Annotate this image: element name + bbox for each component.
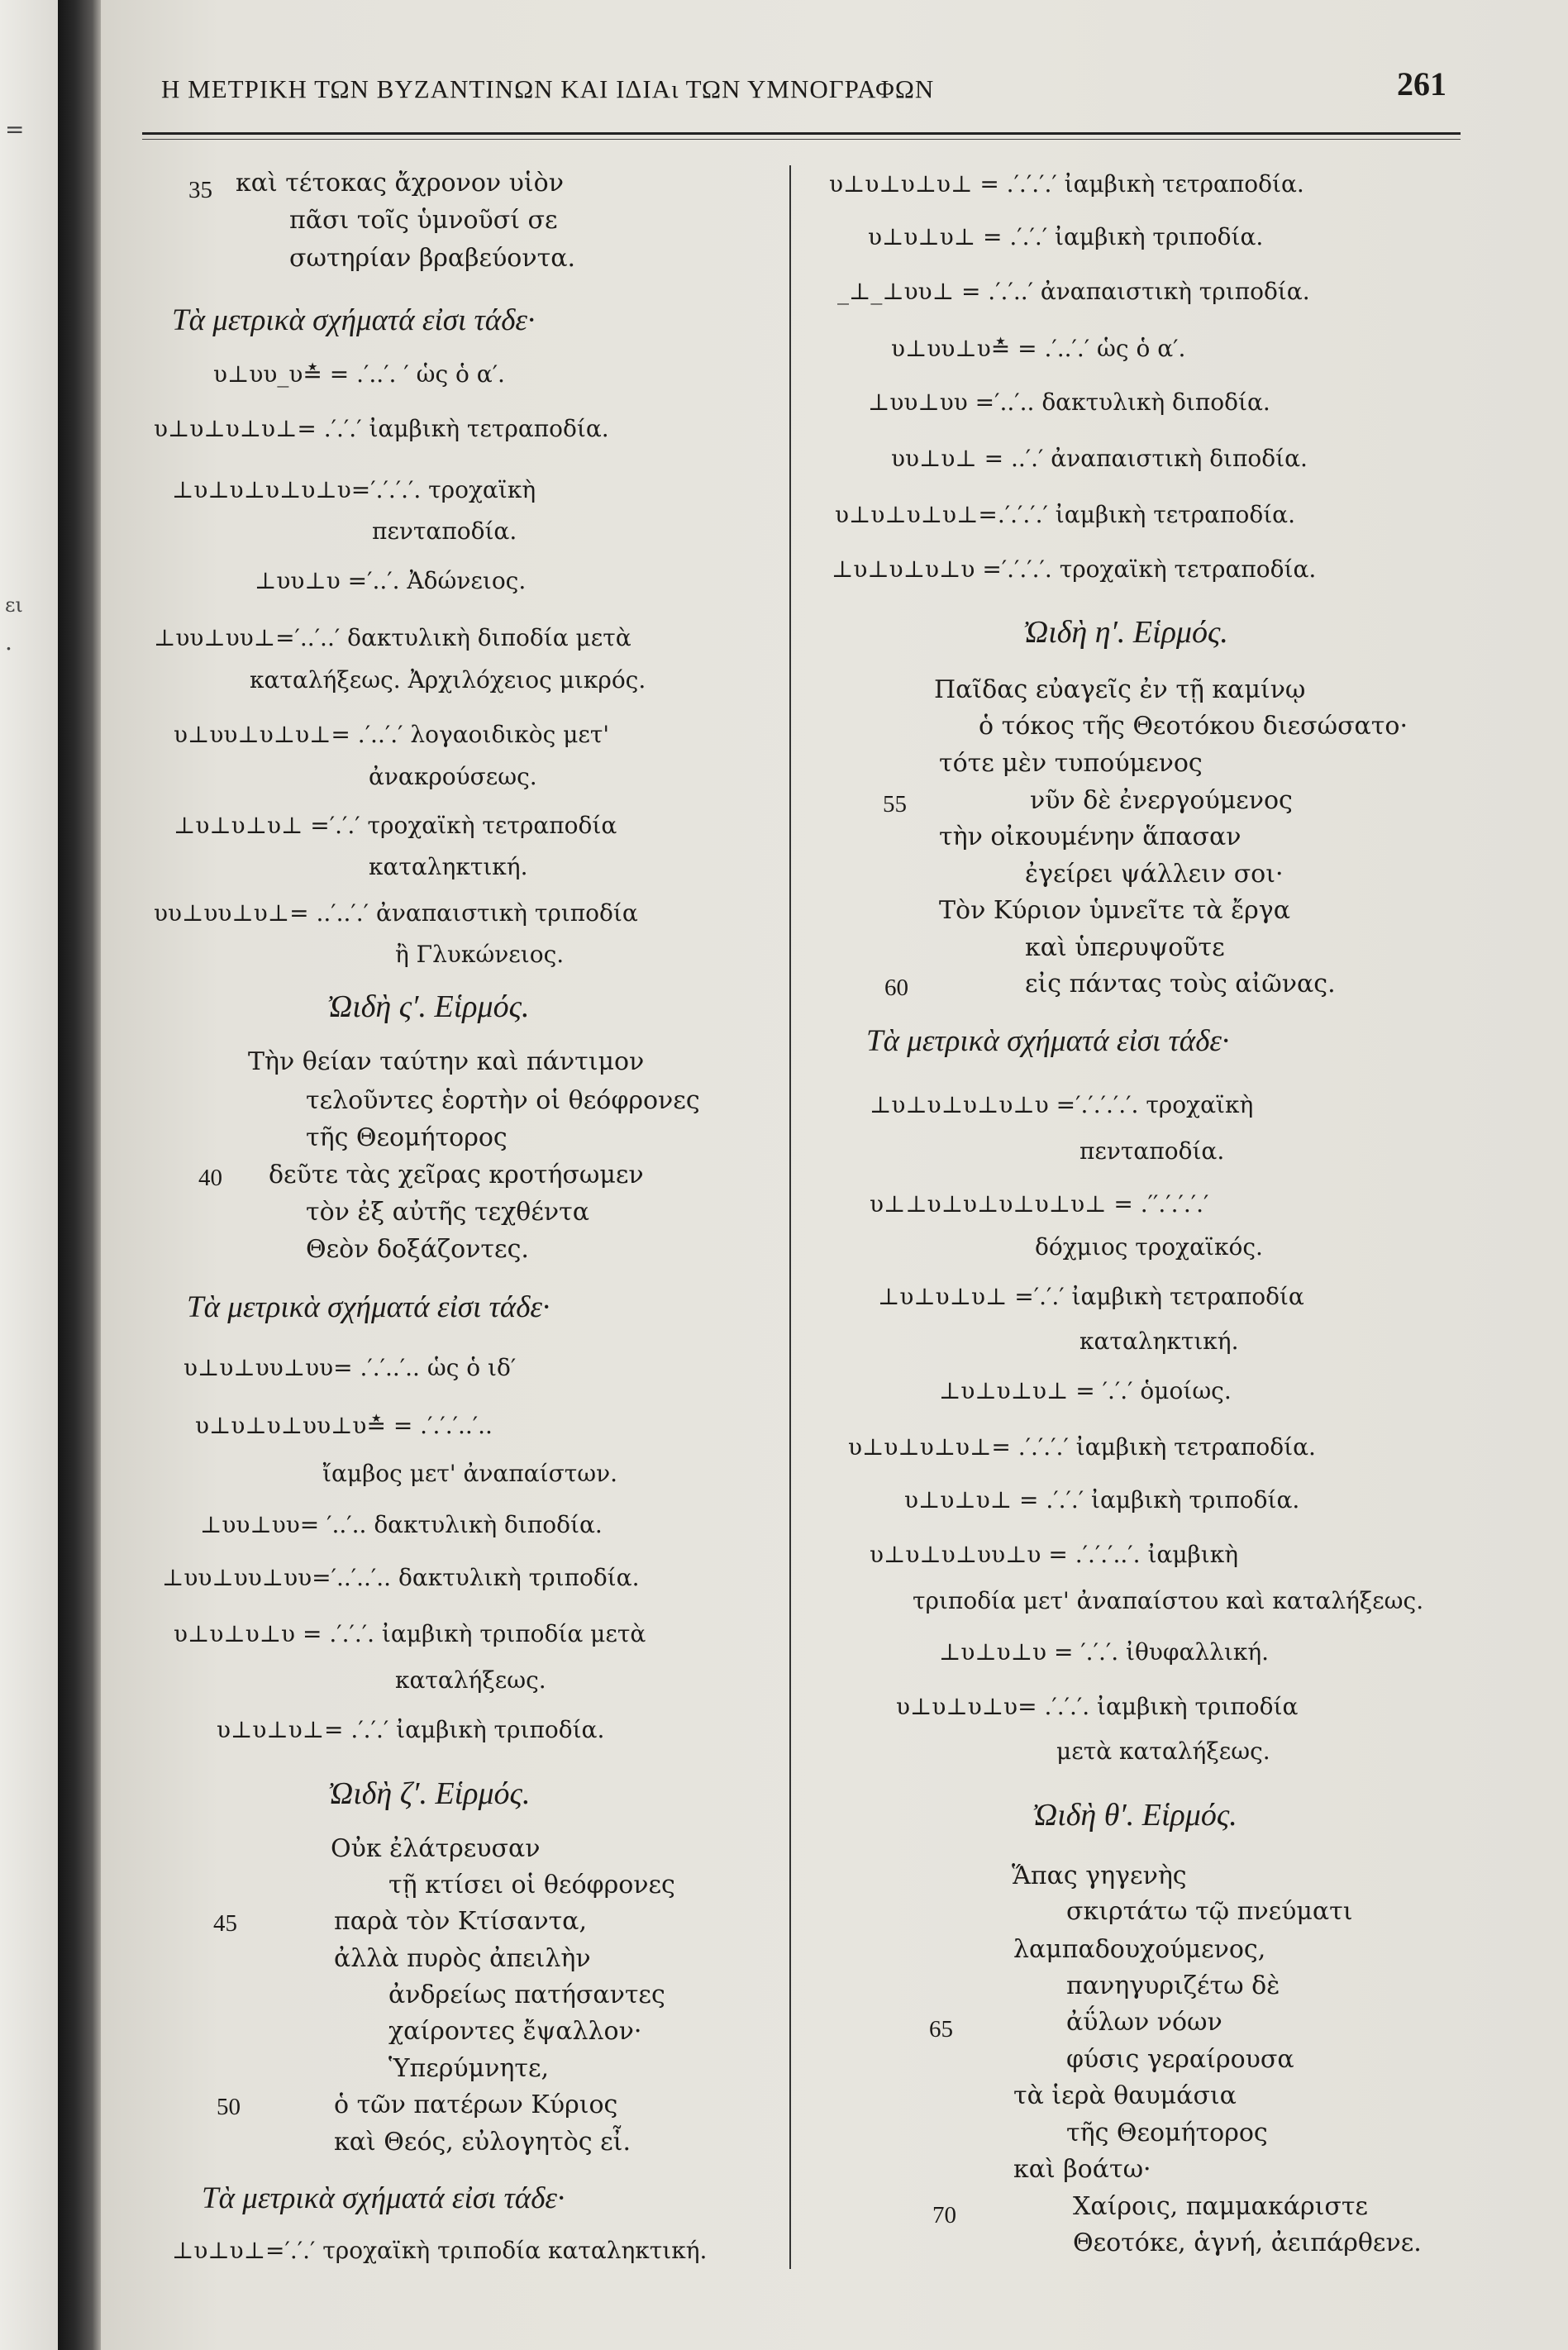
verse-line: ὁ τόκος τῆς Θεοτόκου διεσώσατο· [979,712,1408,741]
verse-line: δεῦτε τὰς χεῖρας κροτήσωμεν [269,1161,644,1189]
metrical-scheme: υ⊥υυ_υ≛ = .′..′. ′ ὡς ὁ α′. [213,360,505,388]
verse-line: τελοῦντες ἑορτὴν οἱ θεόφρονες [306,1086,700,1115]
line-number: 35 [188,177,212,203]
verse-line: ἐγείρει ψάλλειν σοι· [1025,860,1284,889]
metrical-scheme-cont: καταλήξεως. [395,1666,546,1694]
metrical-scheme: υυ⊥υυ⊥υ⊥= ..′..′.′ ἀναπαιστικὴ τριποδία [154,899,638,927]
header-rule-thin [142,139,1461,140]
line-number: 45 [213,1910,237,1937]
ode-heading: Ὠιδὴ ζ′. Εἱρμός. [327,1776,531,1811]
verse-line: νῦν δὲ ἐνεργούμενος [1030,786,1293,815]
verse-line: τὰ ἱερὰ θαυμάσια [1013,2081,1237,2110]
section-heading: Τὰ μετρικὰ σχήματά εἰσι τάδε· [187,1290,550,1324]
header-rule [142,132,1461,135]
column-divider [789,165,791,2269]
metrical-scheme-cont: καταληκτική. [369,853,528,880]
verse-line: σκιρτάτω τῷ πνεύματι [1066,1897,1353,1926]
metrical-scheme-cont: καταλήξεως. Ἀρχιλόχειος μικρός. [250,666,646,694]
margin-mark: = [5,116,25,143]
metrical-scheme-cont: δόχμιος τροχαϊκός. [1035,1233,1263,1261]
metrical-scheme: υ⊥υ⊥υυ⊥υυ= .′.′..′.. ὡς ὁ ιδ′ [183,1354,517,1381]
margin-mark: . [5,628,12,655]
verse-line: τὸν ἐξ αὐτῆς τεχθέντα [306,1198,590,1227]
metrical-scheme-cont: μετὰ καταλήξεως. [1056,1737,1270,1765]
metrical-scheme: ⊥υ⊥υ⊥υ⊥ =′.′.′ ἰαμβικὴ τετραποδία [878,1283,1304,1310]
verse-line: Ἅπας γηγενὴς [1012,1861,1187,1890]
verse-line: τῆς Θεομήτορος [306,1123,508,1152]
metrical-scheme: υ⊥υ⊥υ⊥= .′.′.′ ἰαμβικὴ τριποδία. [217,1716,605,1743]
metrical-scheme: υ⊥υ⊥υ⊥υ⊥= .′.′.′ ἰαμβικὴ τετραποδία. [154,415,609,442]
verse-line: Τὸν Κύριον ὑμνεῖτε τὰ ἔργα [939,896,1290,925]
line-number: 70 [932,2202,956,2228]
section-heading: Τὰ μετρικὰ σχήματά εἰσι τάδε· [866,1024,1230,1058]
verse-line: Παῖδας εὐαγεῖς ἐν τῇ καμίνῳ [934,675,1306,704]
metrical-scheme: ⊥υυ⊥υυ⊥=′..′..′ δακτυλικὴ διποδία μετὰ [154,624,631,651]
metrical-scheme: ⊥υυ⊥υυ =′..′.. δακτυλικὴ διποδία. [868,388,1270,416]
verse-line: Τὴν θείαν ταύτην καὶ πάντιμον [248,1047,645,1076]
running-title: Η ΜΕΤΡΙΚΗ ΤΩΝ ΒΥΖΑΝΤΙΝΩΝ ΚΑΙ ΙΔΙΑι ΤΩΝ ΥΜΝΟΓΡΑΦΩΝ [161,74,935,103]
line-number: 55 [883,791,907,817]
verse-line: φύσις γεραίρουσα [1066,2045,1294,2074]
metrical-scheme: υ⊥υ⊥υ⊥υ = .′.′.′. ἰαμβικὴ τριποδία μετὰ [174,1620,646,1647]
metrical-scheme: υ⊥υ⊥υ⊥ = .′.′.′ ἰαμβικὴ τριποδία. [904,1486,1300,1513]
margin-mark: ει [5,593,23,617]
metrical-scheme-cont: πενταποδία. [372,517,517,545]
metrical-scheme: υ⊥υ⊥υ⊥υυ⊥υ≛ = .′.′.′..′.. [195,1412,493,1439]
verse-line: καὶ Θεός, εὐλογητὸς εἶ. [334,2128,631,2157]
metrical-scheme: ⊥υ⊥υ⊥υ⊥ =′.′.′ τροχαϊκὴ τετραποδία [174,812,617,839]
metrical-scheme: υ⊥⊥υ⊥υ⊥υ⊥υ⊥υ⊥ = .′′.′.′.′.′ [870,1190,1209,1218]
metrical-scheme: ⊥υ⊥υ⊥υ⊥ = ′.′.′ ὁμοίως. [939,1377,1232,1404]
verse-line: καὶ βοάτω· [1013,2155,1151,2184]
verse-line: Θεοτόκε, ἁγνή, ἀειπάρθενε. [1073,2228,1422,2257]
verse-line: εἰς πάντας τοὺς αἰῶνας. [1025,970,1336,999]
verse-line: παρὰ τὸν Κτίσαντα, [334,1907,587,1936]
section-heading: Τὰ μετρικὰ σχήματά εἰσι τάδε· [202,2181,565,2215]
verse-line: σωτηρίαν βραβεύοντα. [289,244,575,273]
metrical-scheme: υ⊥υ⊥υ⊥υυ⊥υ = .′.′.′..′. ἰαμβικὴ [870,1541,1238,1568]
verse-line: Οὐκ ἐλάτρευσαν [331,1834,541,1863]
verse-line: τῇ κτίσει οἱ θεόφρονες [388,1871,675,1900]
verse-line: Θεὸν δοξάζοντες. [306,1235,529,1264]
ode-heading: Ὠιδὴ ς′. Εἱρμός. [326,989,530,1024]
line-number: 65 [929,2016,953,2043]
verse-line: ἀνδρείως πατήσαντες [388,1981,665,2009]
metrical-scheme-cont: ἢ Γλυκώνειος. [395,941,565,968]
metrical-scheme: υ⊥υ⊥υ⊥υ⊥= .′.′.′.′ ἰαμβικὴ τετραποδία. [848,1433,1316,1461]
metrical-scheme: ⊥υυ⊥υυ⊥υυ=′..′..′.. δακτυλικὴ τριποδία. [162,1564,640,1591]
metrical-scheme: υ⊥υυ⊥υ⊥υ⊥= .′..′.′ λογαοιδικὸς μετ' [174,721,610,748]
verse-line: τότε μὲν τυπούμενος [939,749,1203,778]
metrical-scheme: ⊥υ⊥υ⊥υ = ′.′.′. ἰθυφαλλική. [939,1638,1270,1666]
metrical-scheme: υ⊥υ⊥υ⊥υ⊥=.′.′.′.′ ἰαμβικὴ τετραποδία. [835,501,1295,528]
metrical-scheme-cont: ἀνακρούσεως. [369,763,537,790]
metrical-scheme-cont: τριποδία μετ' ἀναπαίστου καὶ καταλήξεως. [913,1587,1424,1614]
ode-heading: Ὠιδὴ η′. Εἱρμός. [1022,615,1228,650]
book-spine [58,0,101,2350]
verse-line: λαμπαδουχούμενος, [1013,1935,1266,1964]
line-number: 40 [198,1165,222,1191]
line-number: 50 [217,2094,241,2120]
section-heading: Τὰ μετρικὰ σχήματά εἰσι τάδε· [172,303,536,337]
verse-line: ἀλλὰ πυρὸς ἀπειλὴν [334,1944,591,1973]
page-number: 261 [1397,65,1446,102]
verse-line: τὴν οἰκουμένην ἅπασαν [939,822,1242,851]
verse-line: χαίροντες ἔψαλλον· [388,2017,642,2046]
metrical-scheme: ⊥υ⊥υ⊥υ⊥υ⊥υ=′.′.′.′. τροχαϊκὴ [172,476,536,503]
metrical-scheme-cont: πενταποδία. [1079,1137,1225,1165]
verse-line: Χαίροις, παμμακάριστε [1073,2192,1368,2221]
verse-line: ἀΰλων νόων [1066,2008,1222,2037]
metrical-scheme: ⊥υυ⊥υυ= ′..′.. δακτυλικὴ διποδία. [200,1511,603,1538]
metrical-scheme: ⊥υ⊥υ⊥υ⊥υ⊥υ =′.′.′.′.′. τροχαϊκὴ [870,1091,1254,1118]
verse-line: τῆς Θεομήτορος [1066,2119,1268,2147]
metrical-scheme: υ⊥υυ⊥υ≛ = .′..′.′ ὡς ὁ α′. [891,335,1186,362]
verse-line: ὁ τῶν πατέρων Κύριος [334,2090,618,2119]
metrical-scheme-cont: καταληκτική. [1079,1328,1239,1355]
metrical-scheme: υ⊥υ⊥υ⊥ = .′.′.′ ἰαμβικὴ τριποδία. [868,223,1264,250]
metrical-scheme: ⊥υ⊥υ⊥υ⊥υ =′.′.′.′. τροχαϊκὴ τετραποδία. [832,555,1317,583]
metrical-scheme: υ⊥υ⊥υ⊥υ⊥ = .′.′.′.′ ἰαμβικὴ τετραποδία. [829,170,1304,198]
metrical-scheme: ⊥υυ⊥υ =′..′. Ἀδώνειος. [255,567,527,594]
verse-line: καὶ τέτοκας ἄχρονον υἱὸν [236,169,564,198]
metrical-scheme-cont: ἴαμβος μετ' ἀναπαίστων. [322,1460,617,1487]
metrical-scheme: ⊥υ⊥υ⊥=′.′.′ τροχαϊκὴ τριποδία καταληκτική. [172,2237,708,2264]
verse-line: Ὑπερύμνητε, [388,2054,550,2083]
verse-line: πανηγυριζέτω δὲ [1066,1971,1280,2000]
line-number: 60 [884,975,908,1001]
metrical-scheme: υ⊥υ⊥υ⊥υ= .′.′.′. ἰαμβικὴ τριποδία [896,1693,1299,1720]
metrical-scheme: υυ⊥υ⊥ = ..′.′ ἀναπαιστικὴ διποδία. [891,445,1308,472]
metrical-scheme: _⊥_⊥υυ⊥ = .′.′..′ ἀναπαιστικὴ τριποδία. [837,278,1310,305]
ode-heading: Ὠιδὴ θ′. Εἱρμός. [1032,1798,1237,1833]
verse-line: καὶ ὑπερυψοῦτε [1025,933,1225,962]
facing-page-edge [0,0,58,2350]
verse-line: πᾶσι τοῖς ὑμνοῦσί σε [289,206,558,235]
